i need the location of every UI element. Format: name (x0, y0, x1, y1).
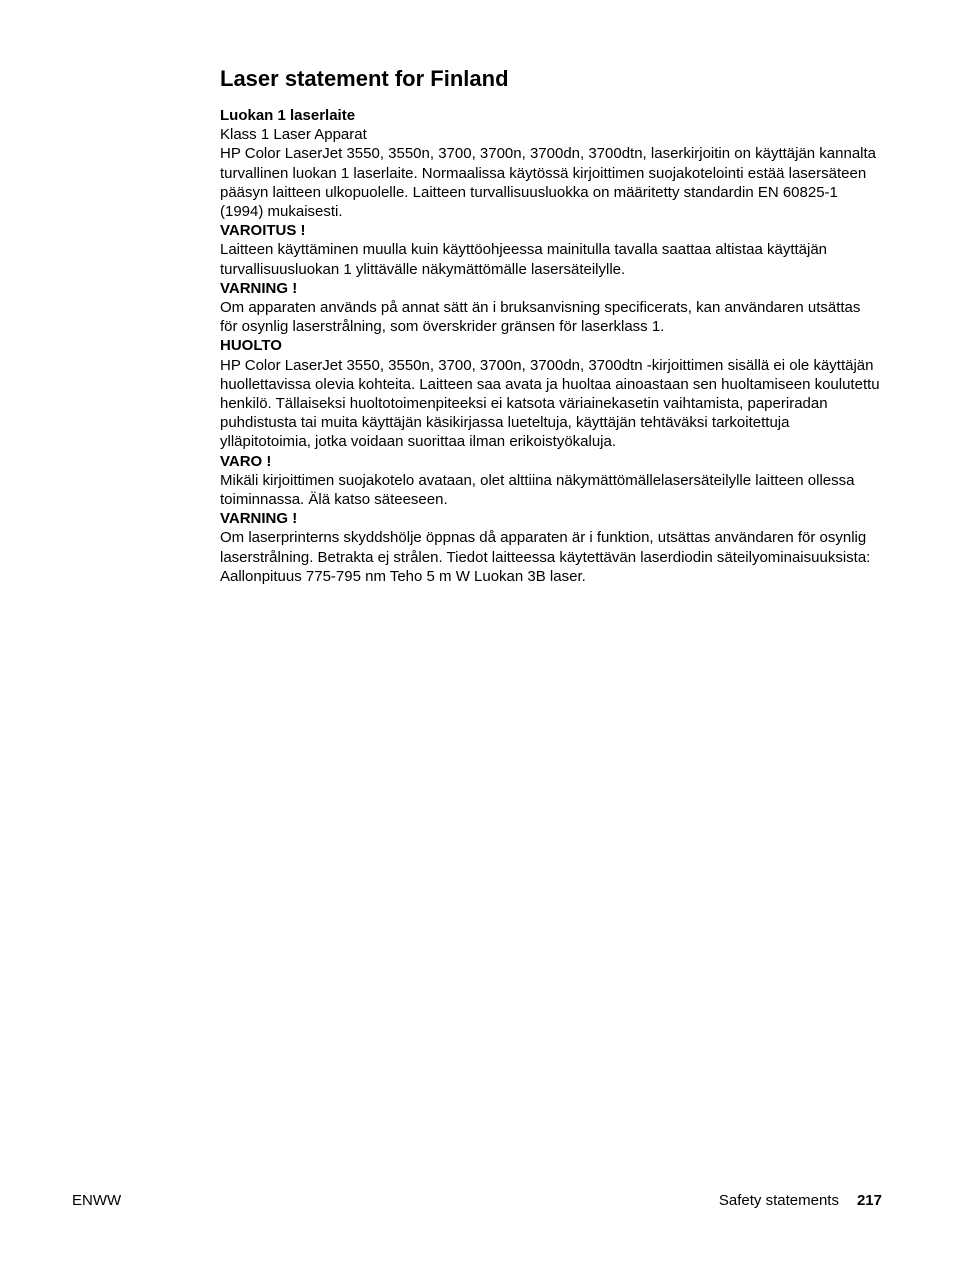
heading-varning-1: VARNING ! (220, 279, 298, 297)
page-footer (72, 1191, 882, 1211)
footer-right (719, 1191, 882, 1211)
paragraph-varning-2: Om laserprinterns skyddshölje öppnas då apparaten är i funktion, utsättas användaren för osynlig laserstrålning. Betrakta ej strålen. Tiedot laitteessa käytettävän laserdiodin säteilyominaisuuksista: Aallonpituus 775-795 nm Teho 5 m W Luokan 3B laser. (220, 529, 871, 585)
heading-varoitus: VAROITUS ! (220, 222, 306, 240)
footer-section-name: Safety statements (718, 1192, 839, 1209)
main-content (220, 64, 880, 586)
page-title: Laser statement for Finland (220, 66, 509, 91)
paragraph-klass-1: Klass 1 Laser Apparat (220, 126, 367, 144)
heading-varo: VARO ! (220, 452, 272, 470)
footer-left-label: ENWW (72, 1192, 122, 1209)
page-number: 217 (856, 1192, 882, 1209)
paragraph-varning-1: Om apparaten används på annat sätt än i bruksanvisning specificerats, kan användaren utsättas för osynlig laserstrålning, som överskrider gränsen för laserklass 1. (220, 299, 861, 336)
heading-huolto: HUOLTO (220, 337, 282, 355)
paragraph-class-description: HP Color LaserJet 3550, 3550n, 3700, 3700n, 3700dn, 3700dtn, laserkirjoitin on käyttäjän kannalta turvallinen luokan 1 laserlaite. Normaalissa käytössä kirjoittimen suojakotelointi estää lasersäteen pääsyn laitteen ulkopuolelle. Laitteen turvallisuusluokka on määritetty standardin EN 60825-1 (1994) mukaisesti. (220, 145, 877, 221)
heading-luokan-1: Luokan 1 laserlaite (220, 107, 356, 124)
paragraph-huolto: HP Color LaserJet 3550, 3550n, 3700, 3700n, 3700dn, 3700dtn -kirjoittimen sisällä ei ole käyttäjän huollettavissa olevia kohteita. Laitteen saa avata ja huoltaa ainoastaan sen huoltamiseen koulutettu henkilö. Tällaiseksi huoltotoimenpiteeksi ei katsota väriainekasetin vaihtamista, paperiradan puhdistusta tai muita käyttäjän käsikirjassa lueteltuja, käyttäjän tehtäväksi tarkoitettuja ylläpitotoimia, jotka voidaan suorittaa ilman erikoistyökaluja. (220, 356, 880, 451)
paragraph-varoitus: Laitteen käyttäminen muulla kuin käyttöohjeessa mainitulla tavalla saattaa altistaa käyttäjän turvallisuusluokan 1 ylittävälle näkymättömälle lasersäteilylle. (220, 241, 828, 278)
heading-varning-2: VARNING ! (220, 510, 298, 528)
paragraph-varo: Mikäli kirjoittimen suojakotelo avataan, olet alttiina näkymättömällelasersäteilylle laitteen ollessa toiminnassa. Älä katso säteeseen. (220, 471, 855, 509)
